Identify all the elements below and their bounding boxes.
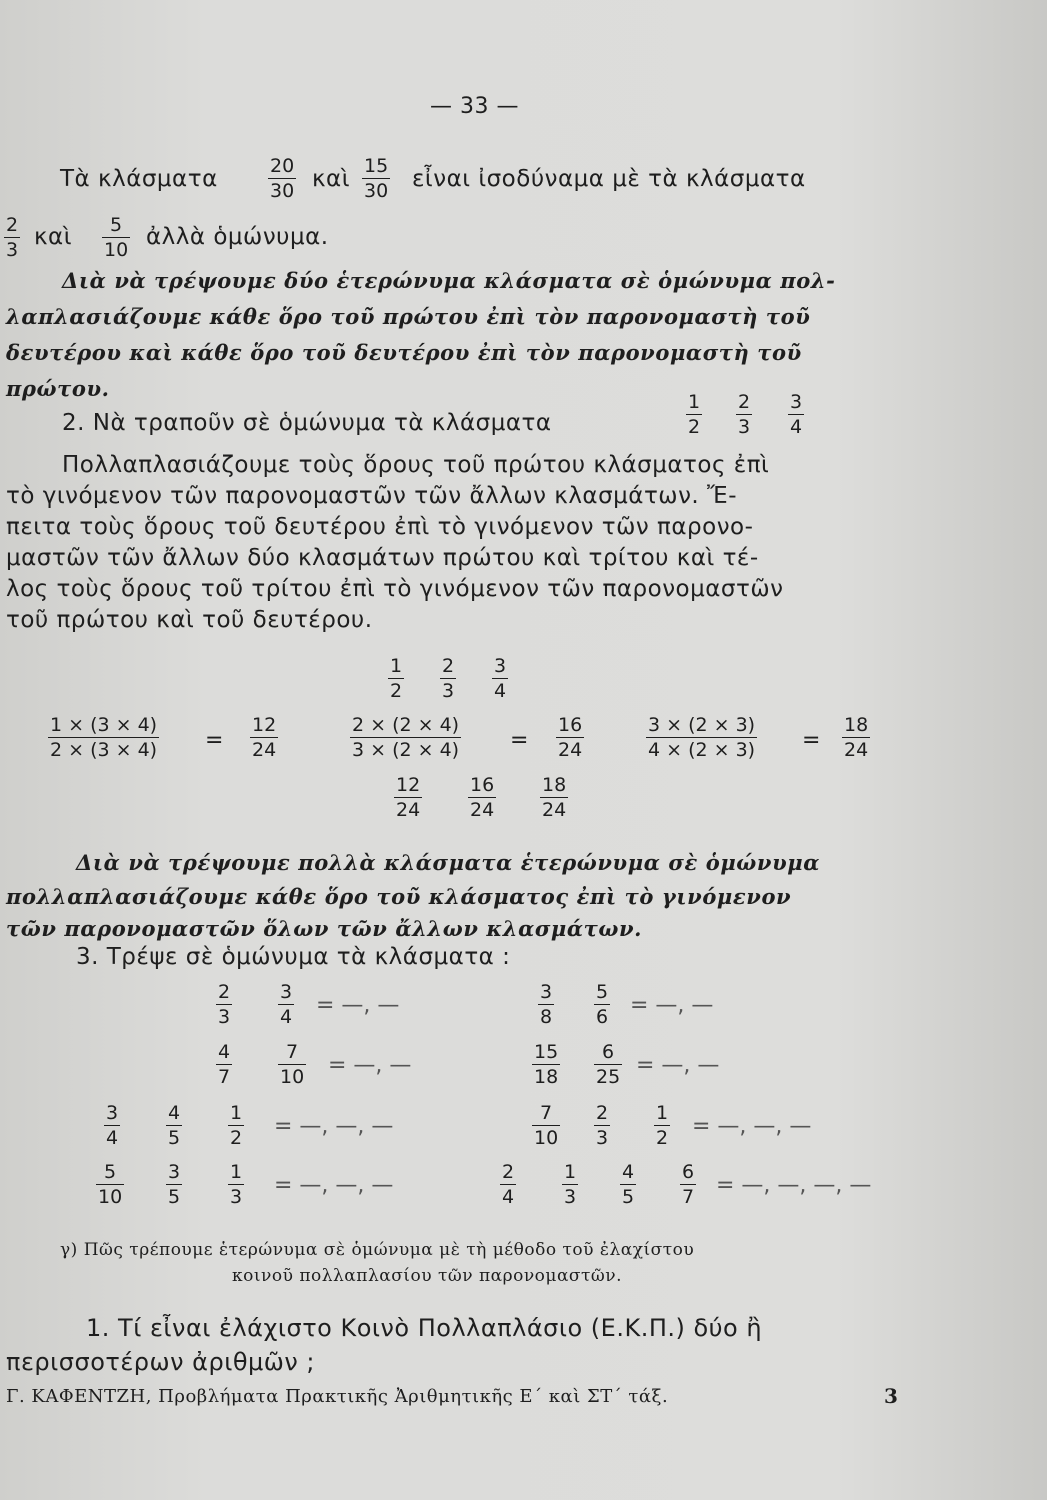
example2-text: 2. Νὰ τραποῦν σὲ ὁμώνυμα τὰ κλάσματα [62,410,552,436]
p1-and: καὶ [312,166,350,192]
ex3-fraction: 5 6 [596,981,609,1028]
calc-top-fraction: 3 4 [494,655,507,702]
answer-blanks: = —, — [316,993,400,1018]
ex3-fraction: 1 2 [656,1102,669,1149]
rule1-line: λαπλασιάζουμε κάθε ὅρο τοῦ πρώτου ἐπὶ τὸν παρονομαστὴ τοῦ [6,304,811,329]
rule2-line: Διὰ νὰ τρέψουμε πολλὰ κλάσματα ἑτερώνυμα σὲ ὁμώνυμα [76,850,820,875]
para2-line: τοῦ πρώτου καὶ τοῦ δευτέρου. [6,607,373,633]
example3-text: 3. Τρέψε σὲ ὁμώνυμα τὰ κλάσματα : [76,944,511,970]
fraction-20-30: 20 30 [270,155,295,202]
equals-sign: = [802,728,821,753]
calc-top-fraction: 1 2 [390,655,403,702]
calc-row-2-result: 16 24 [558,714,583,761]
ex3-fraction: 6 7 [682,1161,695,1208]
answer-blanks: = —, —, — [274,1114,394,1139]
ex3-fraction: 1 2 [230,1102,243,1149]
ex3-fraction: 3 4 [106,1102,119,1149]
ex3-fraction: 3 5 [168,1161,181,1208]
section-heading: κοινοῦ πολλαπλασίου τῶν παρονομαστῶν. [232,1266,623,1286]
ex3-fraction: 2 3 [596,1102,609,1149]
para2-line: τὸ γινόμενον τῶν παρονομαστῶν τῶν ἄλλων κλασμάτων. Ἔ- [6,483,737,509]
ex3-fraction: 4 5 [168,1102,181,1149]
calc-row-3-expr: 3 × (2 × 3) 4 × (2 × 3) [648,714,756,761]
ex3-fraction: 6 25 [596,1041,621,1088]
ex3-fraction: 2 4 [502,1161,515,1208]
rule1-line: πρώτου. [6,376,110,401]
para2-line: μαστῶν τῶν ἄλλων δύο κλασμάτων πρώτου καὶ τρίτου καὶ τέ- [6,545,759,571]
calc-row-2-expr: 2 × (2 × 4) 3 × (2 × 4) [352,714,460,761]
calc-bottom-fraction: 12 24 [396,774,421,821]
ex3-fraction: 4 5 [622,1161,635,1208]
calc-bottom-fraction: 16 24 [470,774,495,821]
fraction-3-4: 3 4 [790,391,803,438]
answer-blanks: = —, — [328,1053,412,1078]
answer-blanks: = —, —, —, — [716,1173,872,1198]
rule2-line: πολλαπλασιάζουμε κάθε ὅρο τοῦ κλάσματος ἐπὶ τὸ γινόμενον [6,884,792,909]
calc-top-fraction: 2 3 [442,655,455,702]
question-1: περισσοτέρων ἀριθμῶν ; [6,1348,316,1376]
rule2-line: τῶν παρονομαστῶν ὅλων τῶν ἄλλων κλασμάτων. [6,916,643,941]
ex3-fraction: 7 10 [280,1041,305,1088]
rule1-line: δευτέρου καὶ κάθε ὅρο τοῦ δευτέρου ἐπὶ τὸν παρονομαστὴ τοῦ [6,340,802,365]
ex3-fraction: 3 8 [540,981,553,1028]
fraction-15-30: 15 30 [364,155,389,202]
question-1: 1. Τί εἶναι ἐλάχιστο Κοινὸ Πολλαπλάσιο (Ε.Κ.Π.) δύο ἢ [86,1314,763,1342]
fraction-5-10: 5 10 [104,214,129,261]
footer-text: Γ. ΚΑΦΕΝΤΖΗ, Προβλήματα Πρακτικῆς Ἀριθμητικῆς Ε΄ καὶ ΣΤ΄ τάξ. [6,1386,669,1407]
ex3-fraction: 15 18 [534,1041,559,1088]
fraction-2-3: 2 3 [6,214,19,261]
fraction-2-3: 2 3 [738,391,751,438]
answer-blanks: = —, — [630,993,714,1018]
ex3-fraction: 1 3 [230,1161,243,1208]
p1-tail: ἀλλὰ ὁμώνυμα. [146,224,329,250]
rule1-line: Διὰ νὰ τρέψουμε δύο ἑτερώνυμα κλάσματα σὲ ὁμώνυμα πολ- [62,268,836,293]
calc-row-1-result: 12 24 [252,714,277,761]
calc-bottom-fraction: 18 24 [542,774,567,821]
equals-sign: = [205,728,224,753]
para2-line: Πολλαπλασιάζουμε τοὺς ὅρους τοῦ πρώτου κλάσματος ἐπὶ [62,452,770,478]
p1-rest: εἶναι ἰσοδύναμα μὲ τὰ κλάσματα [412,166,806,192]
fraction-1-2: 1 2 [688,391,701,438]
section-heading: γ) Πῶς τρέπουμε ἑτερώνυμα σὲ ὁμώνυμα μὲ τὴ μέθοδο τοῦ ἐλαχίστου [60,1240,695,1260]
calc-row-3-result: 18 24 [844,714,869,761]
calc-row-1-expr: 1 × (3 × 4) 2 × (3 × 4) [50,714,158,761]
ex3-fraction: 1 3 [564,1161,577,1208]
ex3-fraction: 7 10 [534,1102,559,1149]
footer-sheet-number: 3 [884,1384,899,1408]
para2-line: πειτα τοὺς ὅρους τοῦ δευτέρου ἐπὶ τὸ γινόμενον τῶν παρονο- [6,514,754,540]
answer-blanks: = —, —, — [692,1114,812,1139]
ex3-fraction: 5 10 [98,1161,123,1208]
answer-blanks: = —, — [636,1053,720,1078]
equals-sign: = [510,728,529,753]
para2-line: λος τοὺς ὅρους τοῦ τρίτου ἐπὶ τὸ γινόμενον τῶν παρονομαστῶν [6,576,784,602]
page-number: — 33 — [430,94,519,119]
answer-blanks: = —, —, — [274,1173,394,1198]
ex3-fraction: 4 7 [218,1041,231,1088]
p1-lead: Τὰ κλάσματα [60,166,218,192]
ex3-fraction: 3 4 [280,981,293,1028]
ex3-fraction: 2 3 [218,981,231,1028]
p1-and2: καὶ [34,224,72,250]
